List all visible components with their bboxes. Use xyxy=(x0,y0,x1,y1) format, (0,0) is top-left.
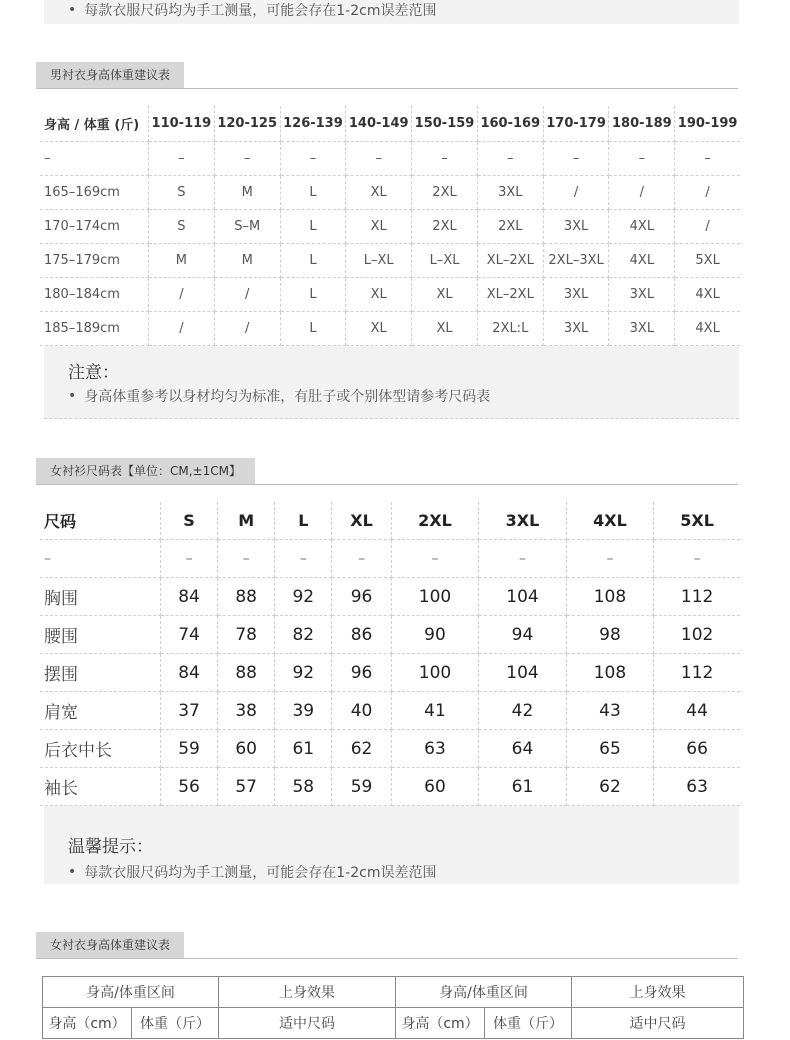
table-cell: / xyxy=(149,278,215,312)
table-cell: XL xyxy=(412,312,478,346)
table-cell: 3XL xyxy=(609,312,675,346)
table-cell: L xyxy=(280,244,346,278)
table-cell: 37 xyxy=(161,692,218,730)
table-cell: / xyxy=(675,176,740,210)
header-cell: 3XL xyxy=(479,502,566,540)
table-cell: 41 xyxy=(391,692,478,730)
table-cell: 肩宽 xyxy=(40,692,161,730)
table-cell: 88 xyxy=(218,654,275,692)
table-cell: 108 xyxy=(566,654,653,692)
table-cell: / xyxy=(675,210,740,244)
table-cell: 96 xyxy=(332,578,391,616)
table-cell: 2XL:L xyxy=(477,312,543,346)
header-cell: 体重（斤） xyxy=(132,1008,219,1039)
table-cell: 185–189cm xyxy=(40,312,149,346)
table-row xyxy=(40,142,740,176)
table-cell: 4XL xyxy=(675,312,740,346)
table-cell: 92 xyxy=(275,654,332,692)
table-header-row xyxy=(40,106,740,142)
men-note-text: 身高体重参考以身材均匀为标准，有肚子或个别体型请参考尺码表 xyxy=(84,389,491,405)
table-cell: – xyxy=(161,540,218,578)
table-cell: 59 xyxy=(332,768,391,806)
table-cell: 112 xyxy=(654,654,740,692)
table-cell: XL xyxy=(346,312,412,346)
table-cell: 袖长 xyxy=(40,768,161,806)
header-cell: 120-125 xyxy=(214,106,280,142)
table-cell: 108 xyxy=(566,578,653,616)
table-cell: – xyxy=(218,540,275,578)
table-cell: XL xyxy=(346,278,412,312)
table-cell: 100 xyxy=(391,654,478,692)
table-cell: 96 xyxy=(332,654,391,692)
men-note-title: 注意： xyxy=(68,363,119,383)
table-cell: 2XL xyxy=(477,210,543,244)
table-cell: 63 xyxy=(391,730,478,768)
table-cell: 98 xyxy=(566,616,653,654)
table-cell: XL–2XL xyxy=(477,244,543,278)
table-cell: 61 xyxy=(275,730,332,768)
table-cell: / xyxy=(543,176,609,210)
table-cell: – xyxy=(412,142,478,176)
header-cell: XL xyxy=(332,502,391,540)
women-size-table xyxy=(40,502,740,806)
table-cell: XL–2XL xyxy=(477,278,543,312)
women-weight-table xyxy=(42,976,744,1039)
table-cell: 92 xyxy=(275,578,332,616)
header-cell: 2XL xyxy=(391,502,478,540)
header-cell: 5XL xyxy=(654,502,740,540)
women-section-title: 女衬衫尺码表【单位：CM,±1CM】 xyxy=(36,458,255,484)
women-note-title: 温馨提示： xyxy=(68,837,153,857)
header-cell: M xyxy=(218,502,275,540)
header-cell: 适中尺码 xyxy=(219,1008,396,1039)
table-header-row xyxy=(40,502,740,540)
table-row xyxy=(40,176,740,210)
table-cell: 64 xyxy=(479,730,566,768)
table-cell: 100 xyxy=(391,578,478,616)
table-cell: 3XL xyxy=(543,278,609,312)
table-cell: 3XL xyxy=(543,210,609,244)
header-cell: 4XL xyxy=(566,502,653,540)
header-cell: 140-149 xyxy=(346,106,412,142)
table-cell: 4XL xyxy=(609,244,675,278)
table-row xyxy=(40,654,740,692)
header-cell: 身高/体重区间 xyxy=(43,977,219,1008)
table-cell: 58 xyxy=(275,768,332,806)
women-weight-section-header xyxy=(36,932,738,959)
table-cell: – xyxy=(280,142,346,176)
table-cell: L xyxy=(280,210,346,244)
table-cell: / xyxy=(214,278,280,312)
table-cell: 66 xyxy=(654,730,740,768)
men-size-table xyxy=(40,106,740,346)
table-cell: / xyxy=(214,312,280,346)
header-cell: 上身效果 xyxy=(572,977,744,1008)
table-cell: 180–184cm xyxy=(40,278,149,312)
table-cell: – xyxy=(275,540,332,578)
table-row xyxy=(40,244,740,278)
table-row xyxy=(40,578,740,616)
table-cell: 112 xyxy=(654,578,740,616)
table-cell: 2XL xyxy=(412,210,478,244)
table-cell: – xyxy=(391,540,478,578)
header-cell: 170-179 xyxy=(543,106,609,142)
table-cell: – xyxy=(479,540,566,578)
women-note-text: 每款衣服尺码均为手工测量，可能会存在1-2cm误差范围 xyxy=(84,865,437,881)
header-cell: 160-169 xyxy=(477,106,543,142)
table-cell: 82 xyxy=(275,616,332,654)
table-cell: 2XL–3XL xyxy=(543,244,609,278)
header-cell: 身高（cm） xyxy=(396,1008,485,1039)
table-cell: 62 xyxy=(566,768,653,806)
table-cell: 38 xyxy=(218,692,275,730)
header-cell: 150-159 xyxy=(412,106,478,142)
table-cell: M xyxy=(149,244,215,278)
table-cell: 5XL xyxy=(675,244,740,278)
header-cell: 110-119 xyxy=(149,106,215,142)
table-cell: L xyxy=(280,176,346,210)
table-cell: 摆围 xyxy=(40,654,161,692)
table-cell: 175–179cm xyxy=(40,244,149,278)
women-section-header xyxy=(36,458,738,485)
table-cell: 170–174cm xyxy=(40,210,149,244)
table-cell: 84 xyxy=(161,654,218,692)
header-cell: S xyxy=(161,502,218,540)
table-cell: L xyxy=(280,312,346,346)
table-cell: 63 xyxy=(654,768,740,806)
table-cell: 后衣中长 xyxy=(40,730,161,768)
table-cell: / xyxy=(609,176,675,210)
table-cell: 3XL xyxy=(543,312,609,346)
table-cell: 3XL xyxy=(477,176,543,210)
header-cell: 上身效果 xyxy=(219,977,396,1008)
table-cell: 94 xyxy=(479,616,566,654)
table-cell: 90 xyxy=(391,616,478,654)
table-cell: XL xyxy=(346,176,412,210)
table-cell: 65 xyxy=(566,730,653,768)
table-row xyxy=(40,312,740,346)
table-cell: 胸围 xyxy=(40,578,161,616)
table-row xyxy=(40,540,740,578)
header-cell: L xyxy=(275,502,332,540)
header-cell: 190-199 xyxy=(675,106,740,142)
table-row xyxy=(40,768,740,806)
bullet-dot: • xyxy=(68,2,77,18)
table-cell: XL xyxy=(346,210,412,244)
table-cell: – xyxy=(609,142,675,176)
table-cell: 4XL xyxy=(609,210,675,244)
table-cell: S xyxy=(149,176,215,210)
table-cell: – xyxy=(332,540,391,578)
header-cell: 身高/体重区间 xyxy=(396,977,572,1008)
table-cell: 74 xyxy=(161,616,218,654)
table-cell: – xyxy=(675,142,740,176)
header-cell: 体重（斤） xyxy=(485,1008,572,1039)
men-section-title: 男衬衣身高体重建议表 xyxy=(36,62,184,88)
top-note xyxy=(44,0,739,24)
table-cell: – xyxy=(654,540,740,578)
header-cell: 180-189 xyxy=(609,106,675,142)
table-cell: 88 xyxy=(218,578,275,616)
header-cell: 适中尺码 xyxy=(572,1008,744,1039)
table-cell: 59 xyxy=(161,730,218,768)
table-cell: S xyxy=(149,210,215,244)
women-weight-section-title: 女衬衣身高体重建议表 xyxy=(36,932,184,958)
table-cell: – xyxy=(477,142,543,176)
table-header-row xyxy=(43,977,744,1008)
table-cell: M xyxy=(214,244,280,278)
table-cell: 104 xyxy=(479,578,566,616)
table-cell: – xyxy=(543,142,609,176)
header-cell: 尺码 xyxy=(40,502,161,540)
table-cell: L xyxy=(280,278,346,312)
table-cell: 44 xyxy=(654,692,740,730)
table-row xyxy=(40,278,740,312)
table-cell: 39 xyxy=(275,692,332,730)
top-note-text: 每款衣服尺码均为手工测量，可能会存在1-2cm误差范围 xyxy=(84,3,437,19)
table-cell: 56 xyxy=(161,768,218,806)
table-cell: 40 xyxy=(332,692,391,730)
header-cell: 126-139 xyxy=(280,106,346,142)
table-cell: 60 xyxy=(391,768,478,806)
table-cell: – xyxy=(566,540,653,578)
table-cell: – xyxy=(40,142,149,176)
table-row xyxy=(40,730,740,768)
header-cell: 身高（cm） xyxy=(43,1008,132,1039)
table-cell: 104 xyxy=(479,654,566,692)
table-cell: 84 xyxy=(161,578,218,616)
table-cell: 60 xyxy=(218,730,275,768)
table-row xyxy=(40,692,740,730)
table-cell: S–M xyxy=(214,210,280,244)
table-cell: / xyxy=(149,312,215,346)
men-note-box xyxy=(44,346,739,419)
table-cell: 2XL xyxy=(412,176,478,210)
table-cell: 61 xyxy=(479,768,566,806)
bullet-dot: • xyxy=(68,864,77,880)
table-cell: L–XL xyxy=(346,244,412,278)
table-cell: – xyxy=(149,142,215,176)
table-cell: – xyxy=(346,142,412,176)
table-cell: 43 xyxy=(566,692,653,730)
table-cell: 57 xyxy=(218,768,275,806)
table-cell: 86 xyxy=(332,616,391,654)
table-row xyxy=(40,210,740,244)
table-row xyxy=(40,616,740,654)
table-cell: – xyxy=(214,142,280,176)
table-cell: 78 xyxy=(218,616,275,654)
table-cell: 165–169cm xyxy=(40,176,149,210)
table-cell: – xyxy=(40,540,161,578)
table-cell: 62 xyxy=(332,730,391,768)
table-header-row xyxy=(43,1008,744,1039)
table-cell: XL xyxy=(412,278,478,312)
table-cell: 3XL xyxy=(609,278,675,312)
table-cell: 腰围 xyxy=(40,616,161,654)
table-cell: 4XL xyxy=(675,278,740,312)
header-cell: 身高 / 体重 (斤) xyxy=(40,106,149,142)
table-cell: 42 xyxy=(479,692,566,730)
table-cell: 102 xyxy=(654,616,740,654)
bullet-dot: • xyxy=(68,388,77,404)
table-cell: M xyxy=(214,176,280,210)
table-cell: L–XL xyxy=(412,244,478,278)
women-note-box xyxy=(44,806,739,884)
men-section-header xyxy=(36,62,738,89)
